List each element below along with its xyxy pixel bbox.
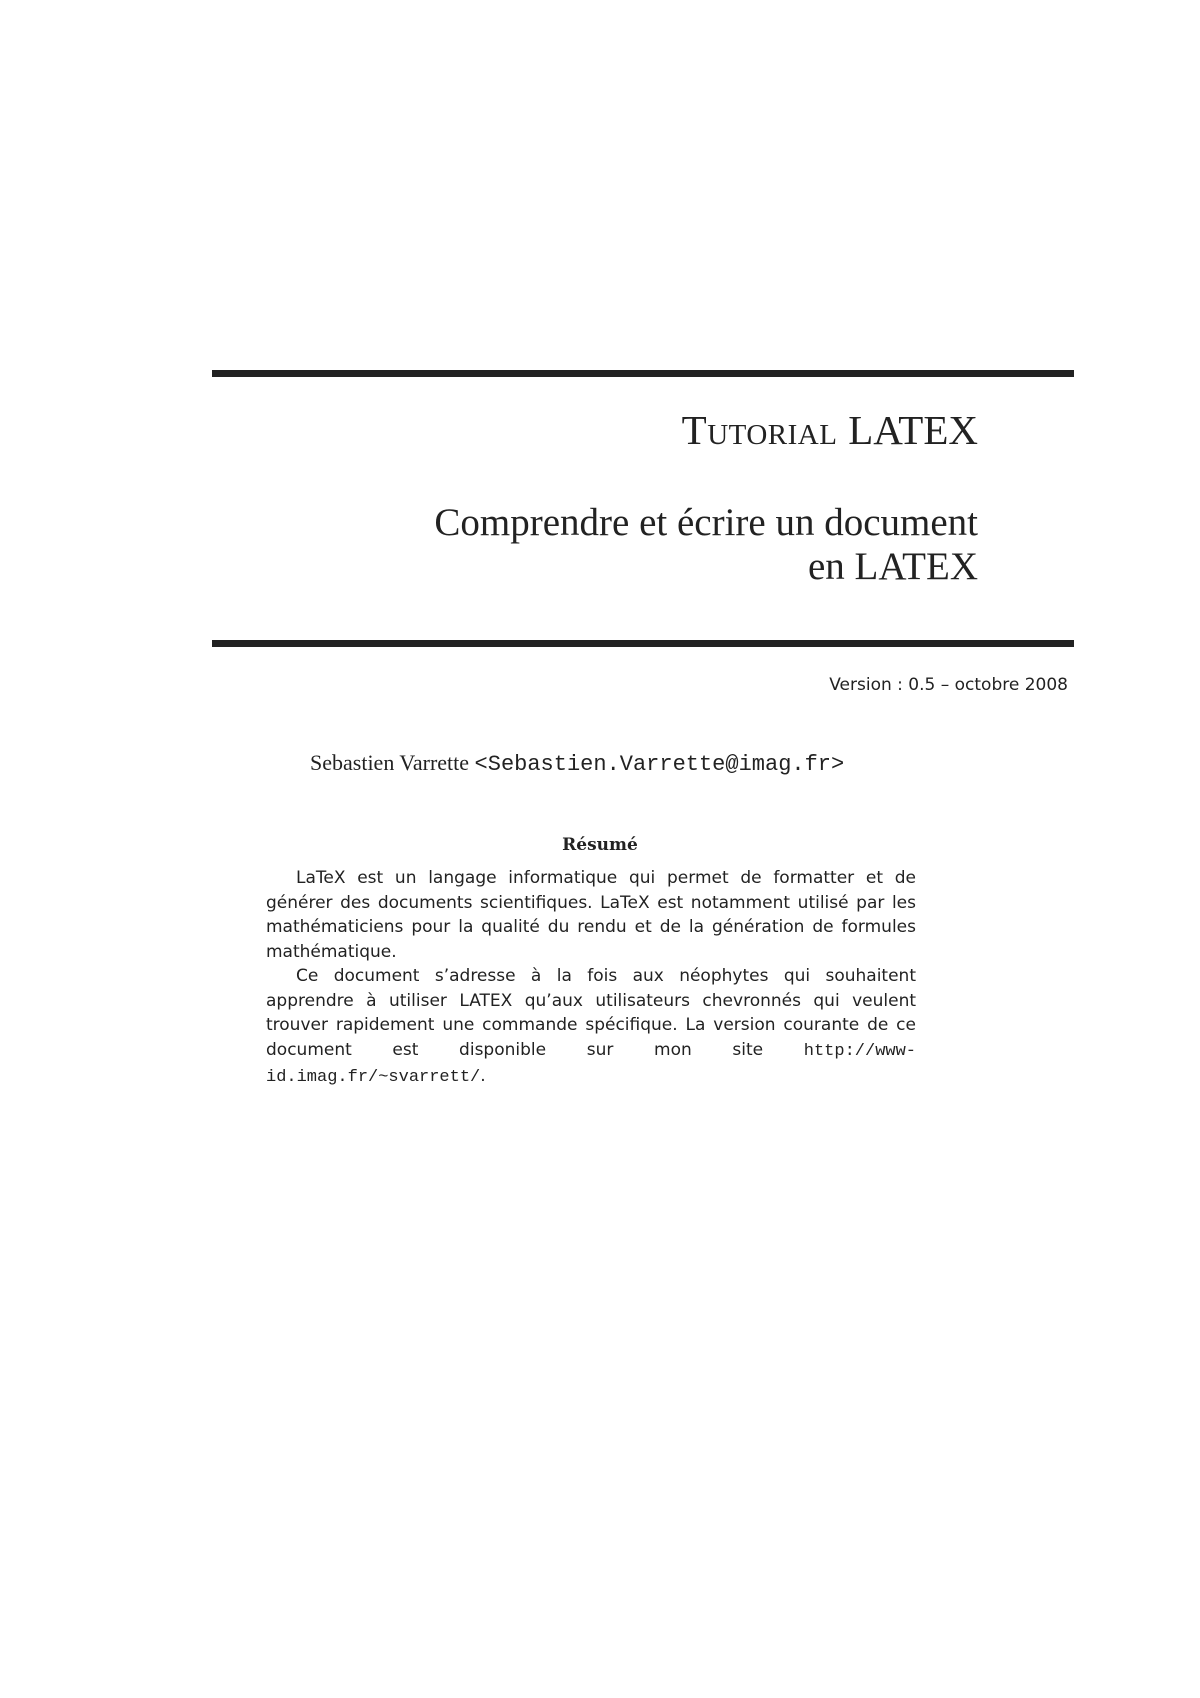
subtitle-line-2: en LATEX [807, 545, 978, 588]
latex-logo: LATEX [854, 545, 978, 588]
document-subtitle [434, 501, 978, 589]
latex-logo: LATEX [459, 990, 513, 1011]
author-name: Sebastien Varrette [310, 750, 470, 775]
author-email[interactable]: <Sebastien.Varrette@imag.fr> [474, 752, 845, 777]
top-rule [212, 370, 1074, 377]
version-info: Version : 0.5 – octobre 2008 [829, 675, 1068, 695]
abstract-heading: Résumé [562, 835, 638, 855]
title-block [434, 407, 978, 589]
author-line [310, 750, 844, 777]
document-title [434, 407, 978, 453]
abstract-body [266, 866, 916, 1091]
abstract-paragraph-2: Ce document s’adresse à la fois aux néophytes qui souhaitent apprendre à utiliser LATEX qu’aux utilisateurs chevronnés qui veulent trouver rapidement une commande spécifique. La version courante de ce document est disponible sur mon site http://www-id.imag.fr/~svarrett/. [266, 966, 917, 1087]
site-url-link[interactable]: http://www-id.imag.fr/~svarrett/ [266, 1041, 916, 1087]
bottom-rule [212, 640, 1074, 647]
subtitle-line-1: Comprendre et écrire un document [434, 501, 978, 544]
abstract-paragraph-1: LaTeX est un langage informatique qui permet de formatter et de générer des documents scientifiques. LaTeX est notamment utilisé par les mathématiciens pour la qualité du rendu et de la génération de formules mathématique. [266, 868, 916, 962]
latex-logo: LATEX [848, 407, 978, 453]
title-text: Tutorial [681, 407, 838, 453]
